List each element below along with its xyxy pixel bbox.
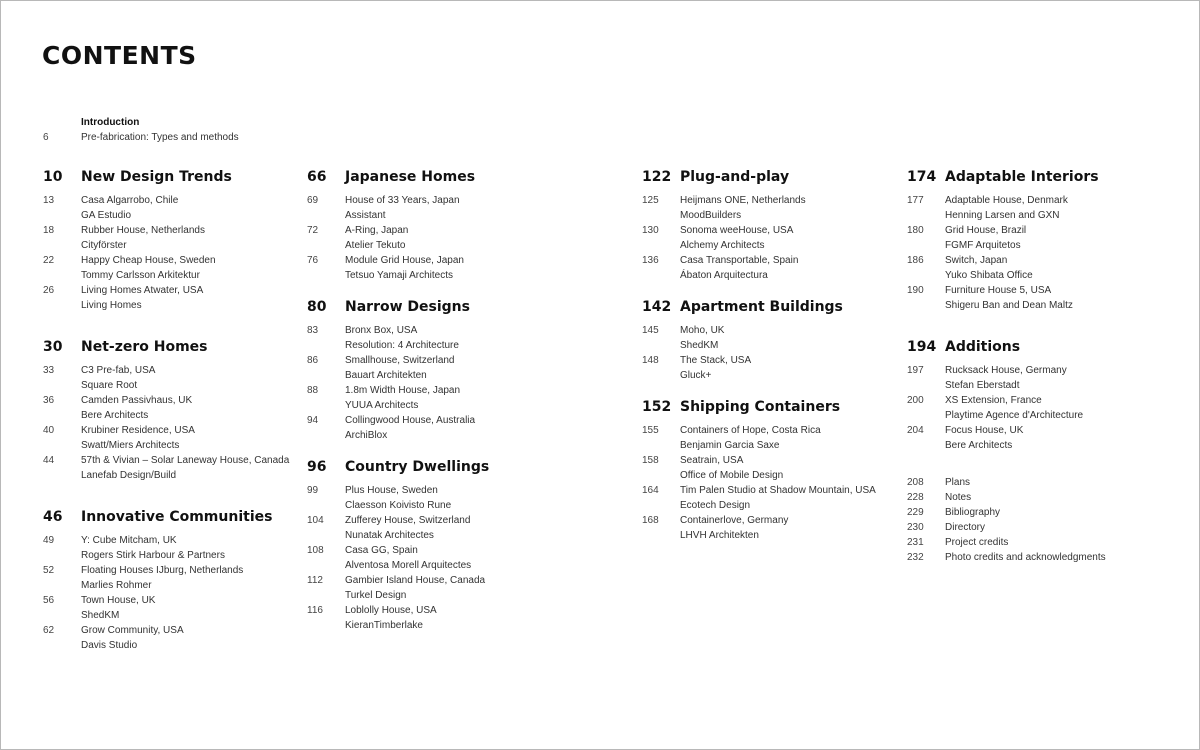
architect-name: ShedKM — [680, 340, 719, 351]
architect-name: Tetsuo Yamaji Architects — [345, 270, 454, 281]
architect-name: Ábaton Arquitectura — [680, 270, 768, 281]
architect-name: Gluck+ — [680, 370, 712, 381]
project-name: Rubber House, Netherlands — [81, 225, 205, 236]
toc-entry[interactable] — [307, 353, 489, 368]
section-page-number: 174 — [907, 169, 937, 185]
section-page-number: 122 — [642, 169, 672, 185]
page-number: 125 — [642, 195, 659, 206]
section-page-number: 194 — [907, 339, 937, 355]
architect-name: MoodBuilders — [680, 210, 742, 221]
toc-section — [43, 339, 289, 483]
project-name: Bronx Box, USA — [345, 325, 418, 336]
toc-section — [642, 399, 876, 543]
project-name: Switch, Japan — [945, 255, 1008, 266]
project-name: XS Extension, France — [945, 395, 1042, 406]
page-number: 88 — [307, 385, 319, 396]
page-number: 52 — [43, 565, 55, 576]
project-name: Containerlove, Germany — [680, 515, 789, 526]
toc-entry[interactable] — [907, 423, 1106, 438]
project-name: Casa Transportable, Spain — [680, 255, 799, 266]
entry-label: Pre-fabrication: Types and methods — [81, 132, 239, 143]
section-title: Apartment Buildings — [680, 299, 843, 315]
architect-name: Cityförster — [81, 240, 127, 251]
project-name: Camden Passivhaus, UK — [81, 395, 193, 406]
toc-entry[interactable] — [307, 603, 489, 618]
page-number: 108 — [307, 545, 324, 556]
page-number: 99 — [307, 485, 319, 496]
section-title: Country Dwellings — [345, 459, 490, 475]
architect-name: Lanefab Design/Build — [81, 470, 177, 481]
page-number: 231 — [907, 537, 924, 548]
page-number: 44 — [43, 455, 55, 466]
section-page-number: 10 — [43, 169, 63, 185]
section-heading[interactable] — [307, 169, 489, 189]
toc-entry[interactable] — [307, 383, 489, 398]
page-number: 164 — [642, 485, 659, 496]
toc-section — [307, 299, 489, 443]
project-name: 57th & Vivian – Solar Laneway House, Canada — [81, 455, 290, 466]
backmatter-label: Notes — [945, 492, 972, 503]
section-heading[interactable] — [642, 169, 876, 189]
section-title: Additions — [945, 339, 1021, 355]
project-name: Containers of Hope, Costa Rica — [680, 425, 821, 436]
section-heading[interactable] — [642, 399, 876, 419]
toc-entry[interactable] — [642, 193, 876, 208]
section-title: Shipping Containers — [680, 399, 841, 415]
architect-name: Bere Architects — [945, 440, 1013, 451]
architect-name: Marlies Rohmer — [81, 580, 152, 591]
toc-entry[interactable] — [907, 363, 1106, 378]
architect-name: Living Homes — [81, 300, 142, 311]
backmatter-label: Plans — [945, 477, 971, 488]
page-number: 83 — [307, 325, 319, 336]
toc-entry[interactable] — [43, 593, 289, 608]
page-number: 197 — [907, 365, 924, 376]
architect-name: Alventosa Morell Arquitectes — [345, 560, 472, 571]
page-number: 6 — [43, 132, 49, 143]
page-number: 116 — [307, 605, 323, 616]
section-page-number: 96 — [307, 459, 327, 475]
project-name: C3 Pre-fab, USA — [81, 365, 156, 376]
toc-entry[interactable] — [43, 423, 289, 438]
architect-name: Shigeru Ban and Dean Maltz — [945, 300, 1073, 311]
page-number: 22 — [43, 255, 55, 266]
intro-heading: Introduction — [81, 117, 140, 128]
toc-entry[interactable] — [43, 363, 289, 378]
section-heading[interactable] — [43, 339, 289, 359]
backmatter-label: Directory — [945, 522, 986, 533]
toc-entry[interactable] — [642, 483, 876, 498]
section-title: Innovative Communities — [81, 509, 273, 525]
project-name: Zufferey House, Switzerland — [345, 515, 471, 526]
page-number: 190 — [907, 285, 924, 296]
section-heading[interactable] — [307, 459, 489, 479]
section-page-number: 142 — [642, 299, 672, 315]
backmatter-entry[interactable] — [907, 490, 1106, 505]
architect-name: Tommy Carlsson Arkitektur — [81, 270, 200, 281]
toc-entry[interactable] — [642, 353, 876, 368]
toc-entry[interactable] — [642, 253, 876, 268]
toc-section — [307, 169, 489, 283]
spacer — [43, 115, 81, 130]
project-name: Module Grid House, Japan — [345, 255, 464, 266]
section-page-number: 66 — [307, 169, 327, 185]
section-title: New Design Trends — [81, 169, 232, 185]
toc-entry[interactable] — [307, 513, 489, 528]
page-number: 49 — [43, 535, 55, 546]
architect-name: Yuko Shibata Office — [945, 270, 1033, 281]
page-number: 36 — [43, 395, 55, 406]
toc-section — [642, 299, 876, 383]
toc-entry[interactable] — [907, 193, 1106, 208]
toc-entry[interactable] — [642, 513, 876, 528]
project-name: Grow Community, USA — [81, 625, 184, 636]
project-name: Sonoma weeHouse, USA — [680, 225, 794, 236]
architect-name: GA Estudio — [81, 210, 132, 221]
architect-name: Turkel Design — [345, 590, 407, 601]
architect-name: KieranTimberlake — [345, 620, 423, 631]
project-name: Happy Cheap House, Sweden — [81, 255, 216, 266]
project-name: Adaptable House, Denmark — [945, 195, 1068, 206]
column-3 — [642, 169, 876, 558]
toc-entry[interactable] — [307, 483, 489, 498]
toc-entry[interactable] — [43, 563, 289, 578]
page-number: 104 — [307, 515, 324, 526]
page-number: 112 — [307, 575, 323, 586]
toc-entry[interactable] — [307, 413, 489, 428]
architect-name: Playtime Agence d'Architecture — [945, 410, 1084, 421]
project-name: Collingwood House, Australia — [345, 415, 476, 426]
project-name: Furniture House 5, USA — [945, 285, 1052, 296]
architect-name: Benjamin Garcia Saxe — [680, 440, 780, 451]
toc-entry[interactable] — [43, 193, 289, 208]
architect-name: Bere Architects — [81, 410, 149, 421]
page-number: 40 — [43, 425, 55, 436]
section-heading[interactable] — [43, 169, 289, 189]
section-title: Adaptable Interiors — [945, 169, 1099, 185]
page-number: 229 — [907, 507, 924, 518]
page-number: 86 — [307, 355, 319, 366]
architect-name: Davis Studio — [81, 640, 138, 651]
project-name: Grid House, Brazil — [945, 225, 1027, 236]
project-name: Y: Cube Mitcham, UK — [81, 535, 177, 546]
backmatter-entry[interactable] — [907, 535, 1106, 550]
architect-name: Claesson Koivisto Rune — [345, 500, 452, 511]
section-heading[interactable] — [907, 169, 1106, 189]
section-page-number: 80 — [307, 299, 327, 315]
page-number: 69 — [307, 195, 319, 206]
section-page-number: 30 — [43, 339, 63, 355]
page-number: 130 — [642, 225, 659, 236]
page-number: 208 — [907, 477, 924, 488]
backmatter-label: Project credits — [945, 537, 1009, 548]
page-number: 26 — [43, 285, 55, 296]
architect-name: Nunatak Architectes — [345, 530, 434, 541]
section-title: Net-zero Homes — [81, 339, 208, 355]
page-number: 145 — [642, 325, 659, 336]
section-page-number: 152 — [642, 399, 672, 415]
toc-entry[interactable] — [307, 543, 489, 558]
page-number: 155 — [642, 425, 659, 436]
project-name: Heijmans ONE, Netherlands — [680, 195, 806, 206]
backmatter-label: Bibliography — [945, 507, 1001, 518]
page-number: 148 — [642, 355, 659, 366]
toc-entry[interactable] — [907, 393, 1106, 408]
architect-name: Alchemy Architects — [680, 240, 765, 251]
toc-entry[interactable] — [43, 283, 289, 298]
architect-name: Rogers Stirk Harbour & Partners — [81, 550, 225, 561]
architect-name: Atelier Tekuto — [345, 240, 406, 251]
page-number: 228 — [907, 492, 924, 503]
toc-entry[interactable] — [43, 223, 289, 238]
intro-section — [43, 115, 239, 145]
project-name: Krubiner Residence, USA — [81, 425, 195, 436]
page-number: 204 — [907, 425, 924, 436]
section-heading[interactable] — [907, 339, 1106, 359]
toc-entry[interactable] — [43, 623, 289, 638]
project-name: Living Homes Atwater, USA — [81, 285, 204, 296]
toc-entry[interactable] — [43, 253, 289, 268]
intro-entry[interactable] — [43, 130, 239, 145]
project-name: Seatrain, USA — [680, 455, 744, 466]
toc-entry[interactable] — [43, 533, 289, 548]
toc-entry[interactable] — [307, 193, 489, 208]
toc-section — [43, 509, 289, 653]
toc-entry[interactable] — [307, 323, 489, 338]
backmatter-entry[interactable] — [907, 520, 1106, 535]
toc-entry[interactable] — [642, 323, 876, 338]
toc-section — [307, 459, 489, 633]
toc-entry[interactable] — [907, 253, 1106, 268]
column-4 — [907, 169, 1106, 565]
toc-section — [907, 169, 1106, 313]
toc-entry[interactable] — [307, 573, 489, 588]
backmatter-entry[interactable] — [907, 505, 1106, 520]
project-name: House of 33 Years, Japan — [345, 195, 460, 206]
backmatter-entry[interactable] — [907, 550, 1106, 565]
backmatter-entry[interactable] — [907, 475, 1106, 490]
page-number: 200 — [907, 395, 924, 406]
page-number: 232 — [907, 552, 924, 563]
page-number: 186 — [907, 255, 924, 266]
page-number: 33 — [43, 365, 55, 376]
architect-name: Bauart Architekten — [345, 370, 427, 381]
architect-name: Henning Larsen and GXN — [945, 210, 1060, 221]
column-2 — [307, 169, 489, 648]
architect-name: Office of Mobile Design — [680, 470, 784, 481]
section-title: Japanese Homes — [345, 169, 476, 185]
section-title: Narrow Designs — [345, 299, 470, 315]
page-number: 94 — [307, 415, 319, 426]
architect-name: YUUA Architects — [345, 400, 419, 411]
project-name: Floating Houses IJburg, Netherlands — [81, 565, 244, 576]
section-title: Plug-and-play — [680, 169, 790, 185]
intro-heading-row — [43, 115, 239, 130]
architect-name: Stefan Eberstadt — [945, 380, 1020, 391]
architect-name: ShedKM — [81, 610, 120, 621]
section-page-number: 46 — [43, 509, 63, 525]
page-number: 180 — [907, 225, 924, 236]
toc-entry[interactable] — [307, 253, 489, 268]
toc-section — [907, 339, 1106, 453]
toc-entry[interactable] — [642, 453, 876, 468]
column-1 — [43, 169, 289, 668]
page-number: 18 — [43, 225, 55, 236]
page-number: 136 — [642, 255, 659, 266]
project-name: Casa Algarrobo, Chile — [81, 195, 179, 206]
architect-name: Square Root — [81, 380, 138, 391]
project-name: Plus House, Sweden — [345, 485, 438, 496]
toc-section — [642, 169, 876, 283]
architect-name: FGMF Arquitetos — [945, 240, 1021, 251]
project-name: 1.8m Width House, Japan — [345, 385, 461, 396]
toc-entry[interactable] — [642, 423, 876, 438]
project-name: Rucksack House, Germany — [945, 365, 1067, 376]
toc-entry[interactable] — [642, 223, 876, 238]
project-name: Town House, UK — [81, 595, 156, 606]
architect-name: Assistant — [345, 210, 386, 221]
toc-entry[interactable] — [43, 393, 289, 408]
page-number: 168 — [642, 515, 659, 526]
page-number: 177 — [907, 195, 924, 206]
project-name: Tim Palen Studio at Shadow Mountain, USA — [680, 485, 876, 496]
project-name: Focus House, UK — [945, 425, 1024, 436]
architect-name: LHVH Architekten — [680, 530, 759, 541]
page-number: 56 — [43, 595, 55, 606]
page-number: 230 — [907, 522, 924, 533]
project-name: Casa GG, Spain — [345, 545, 418, 556]
page-number: 158 — [642, 455, 659, 466]
toc-entry[interactable] — [43, 453, 289, 468]
architect-name: ArchiBlox — [345, 430, 388, 441]
page-number: 62 — [43, 625, 55, 636]
section-heading[interactable] — [43, 509, 289, 529]
project-name: Moho, UK — [680, 325, 725, 336]
backmatter-label: Photo credits and acknowledgments — [945, 552, 1106, 563]
page-number: 76 — [307, 255, 319, 266]
project-name: The Stack, USA — [680, 355, 752, 366]
toc-section — [43, 169, 289, 313]
project-name: A-Ring, Japan — [345, 225, 409, 236]
page-number: 72 — [307, 225, 319, 236]
project-name: Loblolly House, USA — [345, 605, 437, 616]
toc-entry[interactable] — [907, 283, 1106, 298]
architect-name: Resolution: 4 Architecture — [345, 340, 459, 351]
section-heading[interactable] — [642, 299, 876, 319]
project-name: Smallhouse, Switzerland — [345, 355, 455, 366]
toc-entry[interactable] — [307, 223, 489, 238]
project-name: Gambier Island House, Canada — [345, 575, 486, 586]
page-title: CONTENTS — [42, 41, 197, 70]
page-number: 13 — [43, 195, 55, 206]
architect-name: Ecotech Design — [680, 500, 751, 511]
toc-entry[interactable] — [907, 223, 1106, 238]
backmatter-list — [907, 475, 1106, 565]
architect-name: Swatt/Miers Architects — [81, 440, 180, 451]
section-heading[interactable] — [307, 299, 489, 319]
